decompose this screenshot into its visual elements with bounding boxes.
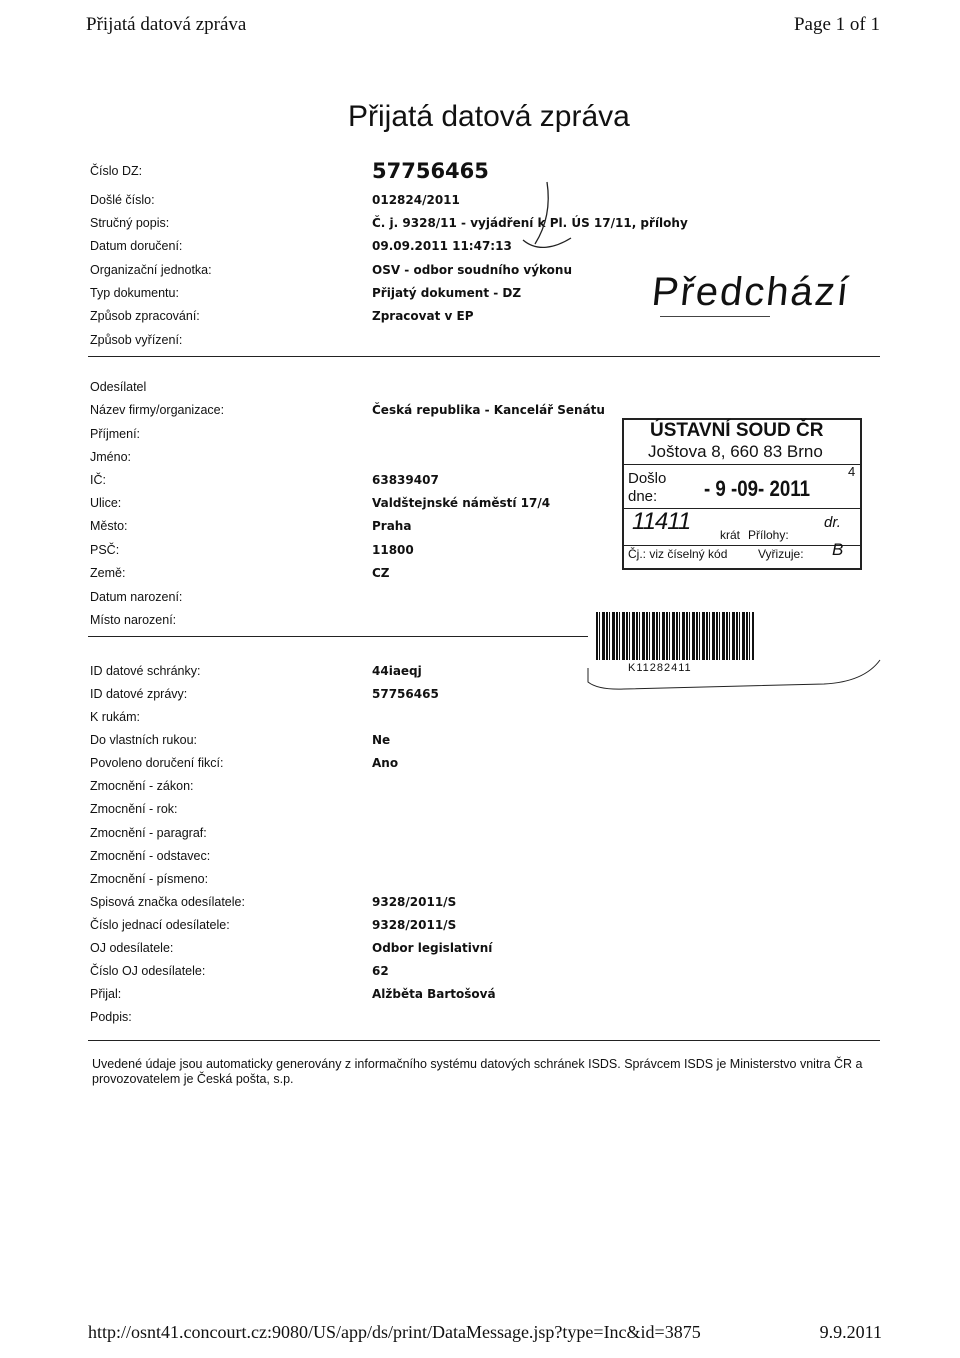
value-zeme: CZ [372, 566, 390, 580]
label-ulice: Ulice: [90, 496, 122, 510]
label-organizacni-jednotka: Organizační jednotka: [90, 263, 212, 277]
label-mesto: Město: [90, 519, 128, 533]
label-id-schranky: ID datové schránky: [90, 664, 201, 678]
print-header-page: Page 1 of 1 [793, 14, 880, 35]
stamp-divider-3 [624, 545, 860, 546]
value-prijal: Alžběta Bartošová [372, 987, 496, 1001]
value-mesto: Praha [372, 519, 412, 533]
label-oj-odesilatele: OJ odesílatele: [90, 941, 174, 955]
value-nazev-firmy: Česká republika - Kancelář Senátu [372, 403, 605, 417]
value-do-vlastnich-rukou: Ne [372, 733, 391, 747]
divider-3 [88, 1040, 880, 1041]
stamp-attachments-value: dr. [824, 514, 841, 531]
print-footer-date: 9.9.2011 [819, 1322, 882, 1342]
label-dosle-cislo: Došlé číslo: [90, 193, 155, 207]
label-datum-narozeni: Datum narození: [90, 590, 183, 604]
label-strucny-popis: Stručný popis: [90, 216, 170, 230]
label-prijmeni: Příjmení: [90, 427, 141, 441]
label-prijal: Přijal: [90, 987, 122, 1001]
label-zpusob-vyrizeni: Způsob vyřízení: [90, 333, 183, 347]
pen-bracket [584, 640, 884, 700]
stamp-handler-label: Vyřizuje: [758, 547, 804, 561]
print-header-title: Přijatá datová zpráva [86, 14, 247, 35]
print-footer-url: http://osnt41.concourt.cz:9080/US/app/ds/print/DataMessage.jsp?type=Inc&id=3875 [88, 1322, 701, 1342]
stamp-times-label: krát [720, 528, 741, 542]
label-povoleno-doruceni: Povoleno doručení fikcí: [90, 756, 224, 770]
divider-2 [88, 636, 588, 637]
stamp-date: - 9 -09- 2011 [704, 476, 811, 501]
stamp-divider-1 [624, 464, 860, 465]
stamp-received-label: Došlo [628, 470, 667, 487]
sender-heading: Odesílatel [90, 380, 147, 394]
label-cislo-oj: Číslo OJ odesílatele: [90, 964, 206, 978]
label-datum-doruceni: Datum doručení: [90, 239, 183, 253]
label-zmocneni-rok: Zmocnění - rok: [90, 802, 178, 816]
label-zmocneni-paragraf: Zmocnění - paragraf: [90, 826, 207, 840]
value-cislo-jednaci: 9328/2011/S [372, 918, 457, 932]
stamp-handler-value: B [832, 540, 844, 559]
label-k-rukam: K rukám: [90, 710, 141, 724]
label-typ-dokumentu: Typ dokumentu: [90, 286, 179, 300]
label-zpusob-zpracovani: Způsob zpracování: [90, 309, 200, 323]
label-zeme: Země: [90, 566, 126, 580]
value-id-schranky: 44iaeqj [372, 664, 422, 678]
label-misto-narozeni: Místo narození: [90, 613, 177, 627]
value-typ-dokumentu: Přijatý dokument - DZ [372, 286, 522, 300]
value-zpusob-zpracovani: Zpracovat v EP [372, 309, 474, 323]
label-psc: PSČ: [90, 543, 120, 557]
label-cislo-jednaci: Číslo jednací odesílatele: [90, 918, 230, 932]
label-podpis: Podpis: [90, 1010, 132, 1024]
value-ic: 63839407 [372, 473, 439, 487]
value-ulice: Valdštejnské náměstí 17/4 [372, 496, 551, 510]
receipt-stamp [622, 418, 862, 570]
label-zmocneni-pismeno: Zmocnění - písmeno: [90, 872, 209, 886]
label-do-vlastnich-rukou: Do vlastních rukou: [90, 733, 197, 747]
value-organizacni-jednotka: OSV - odbor soudního výkonu [372, 263, 573, 277]
stamp-day-label: dne: [628, 488, 658, 505]
value-psc: 11800 [372, 543, 414, 557]
label-id-zpravy: ID datové zprávy: [90, 687, 188, 701]
stamp-count: 4 [848, 464, 856, 479]
value-dosle-cislo: 012824/2011 [372, 193, 460, 207]
value-cislo-dz: 57756465 [372, 159, 489, 183]
label-ic: IČ: [90, 473, 106, 487]
stamp-court-name: ÚSTAVNÍ SOUD ČR [650, 420, 824, 441]
value-oj-odesilatele: Odbor legislativní [372, 941, 493, 955]
handwritten-underline [660, 316, 770, 317]
value-id-zpravy: 57756465 [372, 687, 439, 701]
barcode-number: K11282411 [628, 662, 692, 674]
stamp-cj-label: Čj.: viz číselný kód [628, 547, 728, 561]
label-cislo-dz: Číslo DZ: [90, 164, 143, 178]
value-spisova-znacka: 9328/2011/S [372, 895, 457, 909]
value-povoleno-doruceni: Ano [372, 756, 399, 770]
label-nazev-firmy: Název firmy/organizace: [90, 403, 225, 417]
handwritten-note: Předchází [649, 270, 853, 314]
label-zmocneni-odstavec: Zmocnění - odstavec: [90, 849, 211, 863]
footer-note: Uvedené údaje jsou automaticky generovány z informačního systému datových schránek ISDS. Správcem ISDS je Ministerstvo vnitra ČR a provozovatelem je Česká pošta, s.p. [92, 1057, 863, 1086]
label-spisova-znacka: Spisová značka odesílatele: [90, 895, 245, 909]
page-title: Přijatá datová zpráva [348, 100, 630, 133]
label-jmeno: Jméno: [90, 450, 131, 464]
value-strucny-popis: Č. j. 9328/11 - vyjádření k Pl. ÚS 17/11, přílohy [372, 216, 688, 230]
pen-mark [505, 178, 575, 258]
value-cislo-oj: 62 [372, 964, 389, 978]
stamp-handwritten-id: 11411 [632, 508, 691, 535]
value-datum-doruceni: 09.09.2011 11:47:13 [372, 239, 512, 253]
stamp-address: Joštova 8, 660 83 Brno [648, 442, 823, 461]
divider-1 [88, 356, 880, 357]
stamp-attachments-label: Přílohy: [748, 528, 789, 542]
label-zmocneni-zakon: Zmocnění - zákon: [90, 779, 194, 793]
